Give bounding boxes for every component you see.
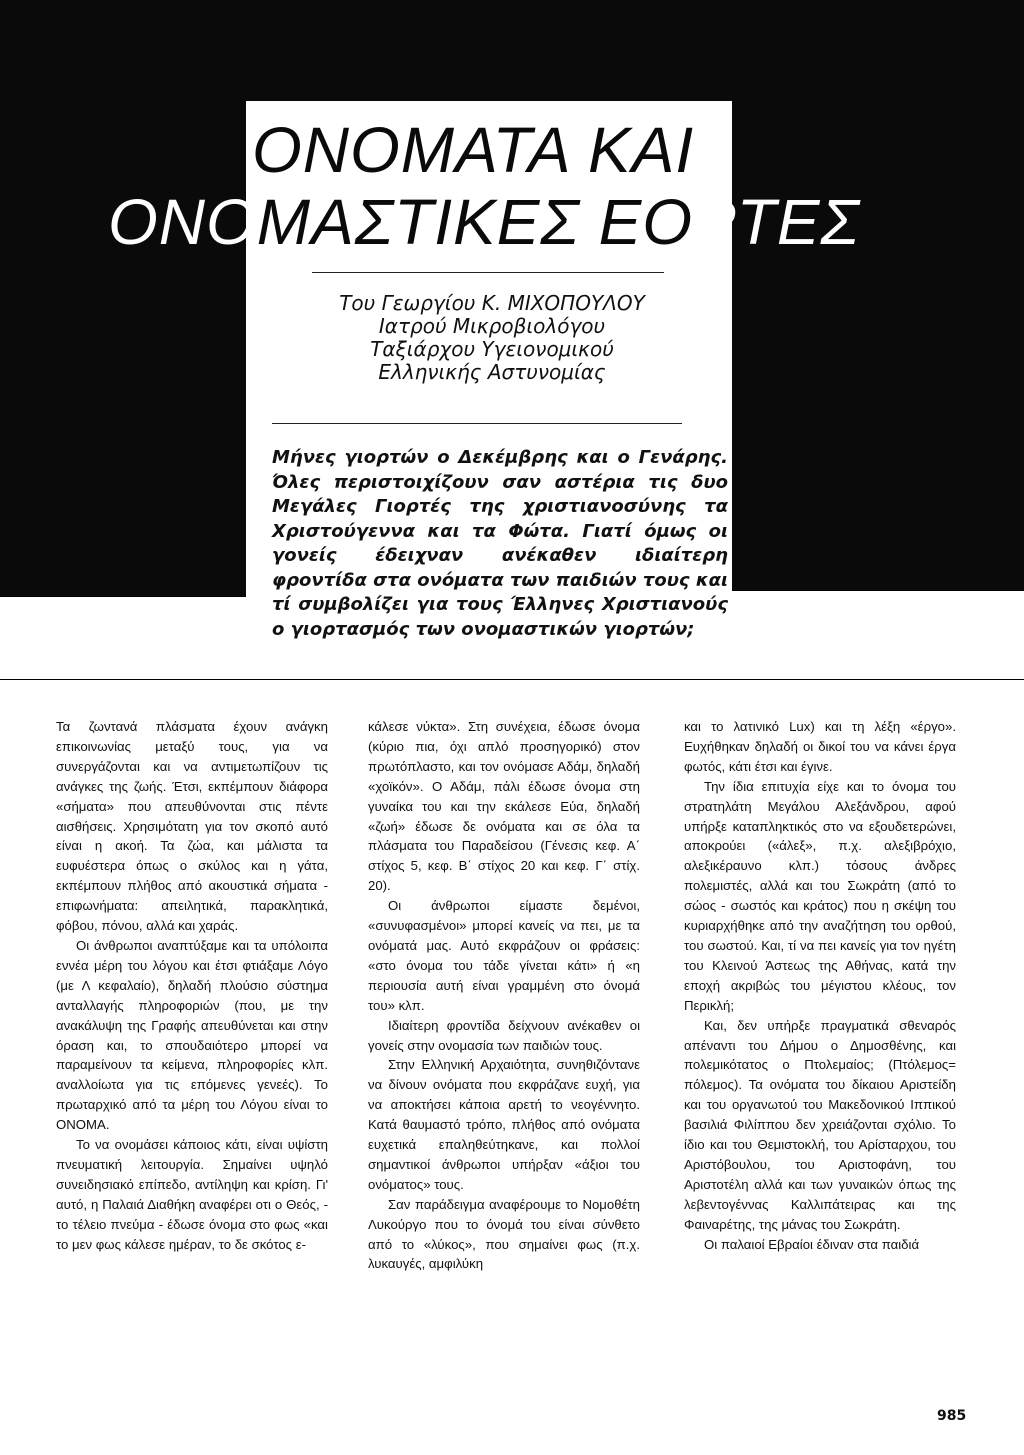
- column-paragraph: Ιδιαίτερη φροντίδα δείχνουν ανέκαθεν οι γονείς στην ονομασία των παιδιών τους.: [368, 1017, 640, 1053]
- column-paragraph: Οι παλαιοί Εβραίοι έδιναν στα παιδιά: [704, 1236, 920, 1252]
- right-horizontal-bar: [732, 568, 1024, 574]
- column-paragraph: Οι άνθρωποι αναπτύξαμε και τα υπόλοιπα εννέα μέρη του λόγου και έτσι φτιάξαμε Λόγο (με Λ κεφαλαίο), δηλαδή πλούσιο σύστημα ανταλλαγής πληροφοριών (που, με την ανακάλυψη της Γραφής απευθύνεται και στην όραση και, το σπουδαιότερο μπορεί να παραμείνουν τα κείμενα, πληροφορίες κλπ. αναλλοίωτα για τις επόμενες γενεές). Το πρωταρχικό από τα μέρη του Λόγου είναι το ΟΝΟΜΑ.: [56, 937, 328, 1133]
- column-paragraph: κάλεσε νύκτα». Στη συνέχεια, έδωσε όνομα (κύριο πια, όχι απλό προσηγορικό) στον πρωτόπλαστο, και τον ονόμασε Αδάμ, δηλαδή «χοϊκόν». Ο Αδάμ, πάλι έδωσε όνομα στη γυναίκα του και την εκάλεσε Εύα, δηλαδή «ζωή» έδωσε δε ονόματα και σε όλα τα πλάσματα του Παραδείσου (Γένεσις κεφ. Α΄ στίχος 5, κεφ. Β΄ στίχος 20 και κεφ. Γ΄ στίχ. 20).: [368, 719, 640, 894]
- body-column-2: [368, 717, 640, 1274]
- title-line-2-left: ΟΝΟ: [108, 186, 257, 258]
- column-paragraph: Τα ζωντανά πλάσματα έχουν ανάγκη επικοινωνίας μεταξύ τους, για να συνεργάζονται και να αντιμετωπίζουν τις ανάγκες της ζωής. Έτσι, εκπέμπουν διάφορα «σήματα» που απευθύνονται στις πέντε αισθήσεις. Χρησιμότατη για τον σκοπό αυτό είναι η ακοή. Τα ζώα, και μάλιστα τα ευφυέστερα όπως ο σκύλος και η γάτα, εκπέμπουν πλήθος από ακουστικά σήματα - επιφωνήματα: απειλητικά, παρακλητικά, φόβου, πόνου, αλλά και χαράς.: [56, 719, 328, 934]
- column-paragraph: Στην Ελληνική Αρχαιότητα, συνηθιζόντανε να δίνουν ονόματα που εκφράζανε ευχή, για να αποκτήσει κάποια αρετή το νεογέννητο. Κατά θαυμαστό τρόπο, πλήθος από ονόματα ευχετικά επαληθεύτηκανε, και πολλοί σημαντικοί άνθρωποι υπήρξαν «άξιοι του ονόματος» τους.: [368, 1057, 640, 1192]
- article-title-line-2: [108, 186, 860, 258]
- body-column-3: [684, 717, 956, 1254]
- title-line-2-right: ΡΤΕΣ: [693, 186, 860, 258]
- bottom-frame-panel: [0, 679, 1024, 709]
- column-paragraph: Σαν παράδειγμα αναφέρουμε το Νομοθέτη Λυκούργο που το όνομά του είναι σύνθετο από το «λύκος», που σημαίνει φως (π.χ. λυκαυγές, αμφιλύκη: [368, 1196, 640, 1272]
- body-column-1: [56, 717, 328, 1254]
- author-rule-top: [312, 272, 664, 273]
- page-number: 985: [937, 1408, 967, 1424]
- intro-paragraph: Μήνες γιορτών ο Δεκέμβρης και ο Γενάρης. Όλες περιστοιχίζουν σαν αστέρια τις δυο Μεγάλες Γιορτές της χριστιανοσύνης τα Χριστούγεννα και τα Φώτα. Γιατί όμως οι γονείς έδειχναν ανέκαθεν ιδιαίτερη φροντίδα στα ονόματα των παιδιών τους και τί συμβολίζει για τους Έλληνες Χριστιανούς ο γιορτασμός των ονομαστικών γιορτών;: [272, 447, 728, 640]
- author-title-2: Ταξιάρχου Υγειονομικού: [370, 337, 614, 361]
- column-paragraph: Οι άνθρωποι είμαστε δεμένοι, «συνυφασμένοι» μπορεί κανείς να πει, με τα ονόματά μας. Αυτό εκφράζουν οι φράσεις: «στο όνομα του τάδε γίνεται κάτι» ή «η περιουσία αυτή είναι γραμμένη στο όνομά του» κλπ.: [368, 898, 640, 1013]
- author-name: Του Γεωργίου Κ. ΜΙΧΟΠΟΥΛΟΥ: [339, 291, 645, 315]
- author-rule-bottom: [272, 423, 682, 424]
- column-paragraph: Το να ονομάσει κάποιος κάτι, είναι υψίστη πνευματική λειτουργία. Σημαίνει υψηλό συνειδησιακό επίπεδο, αντίληψη και κρίση. Γι' αυτό, η Παλαιά Διαθήκη αναφέρει οτι ο Θεός, - το τέλειο πνεύμα - έδωσε όνομα στο φως «και το μεν φως κάλεσε ημέραν, το δε σκότος ε-: [56, 1137, 328, 1252]
- inset-top-bar: [246, 92, 732, 101]
- title-line-2-middle: ΜΑΣΤΙΚΕΣ ΕΟ: [256, 186, 694, 258]
- article-intro: [272, 446, 728, 642]
- article-title-line-1: [252, 114, 695, 186]
- column-paragraph: και το λατινικό Lux) και τη λέξη «έργο». Ευχήθηκαν δηλαδή οι δικοί του να κάνει έργα φωτός, κάτι έτσι και έγινε.: [684, 719, 956, 774]
- column-paragraph: Την ίδια επιτυχία είχε και το όνομα του στρατηλάτη Μεγάλου Αλεξάνδρου, αφού υπήρξε καταπληκτικός στο να εξουδετερώνει, αποκρούει («άλεξ», π.χ. αλεξιβρόχιο, αλεξικέραυνο κλπ.) τόσους άνδρες πολεμιστές, αλλά και του Σωκράτη (από το σώος - σωστός και κράτος) που η σκέψη του κυριαρχήθηκε από την αναζήτηση του ορθού, του σωστού. Και, τί να πει κανείς για τον ηγέτη του Κλεινού Άστεως της Αθήνας, κατά την εποχή ακριβώς του μέγιστου κλέους, τον Περικλή;: [684, 778, 956, 1013]
- author-title-3: Ελληνικής Αστυνομίας: [378, 360, 606, 384]
- left-horizontal-bar: [0, 568, 246, 576]
- author-title-1: Ιατρού Μικροβιολόγου: [378, 314, 606, 338]
- column-paragraph: Και, δεν υπήρξε πραγματικά σθεναρός απέναντι του Δήμου ο Δημοσθένης, και πολεμικότατος ο Πτολεμαίος; (Πτόλεμος= πόλεμος). Τα ονόματα του δίκαιου Αριστείδη και του οργανωτού του Μακεδονικού Ιππικού βασιλιά Φιλίππου δεν χρειάζονται σχόλιο. Το ίδιο και του Θεμιστοκλή, του Αρίσταρχου, του Αριστόβουλου, του Αριστοφάνη, του Αριστοτέλη αλλά και των γυναικών όπως της λεβεντογέννας Καλλιπάτειρας και της Φαιναρέτης, της μάνας του Σωκράτη.: [684, 1017, 956, 1232]
- author-block: [262, 292, 722, 384]
- title-line-1-text: ΟΝΟΜΑΤΑ ΚΑΙ: [252, 114, 695, 186]
